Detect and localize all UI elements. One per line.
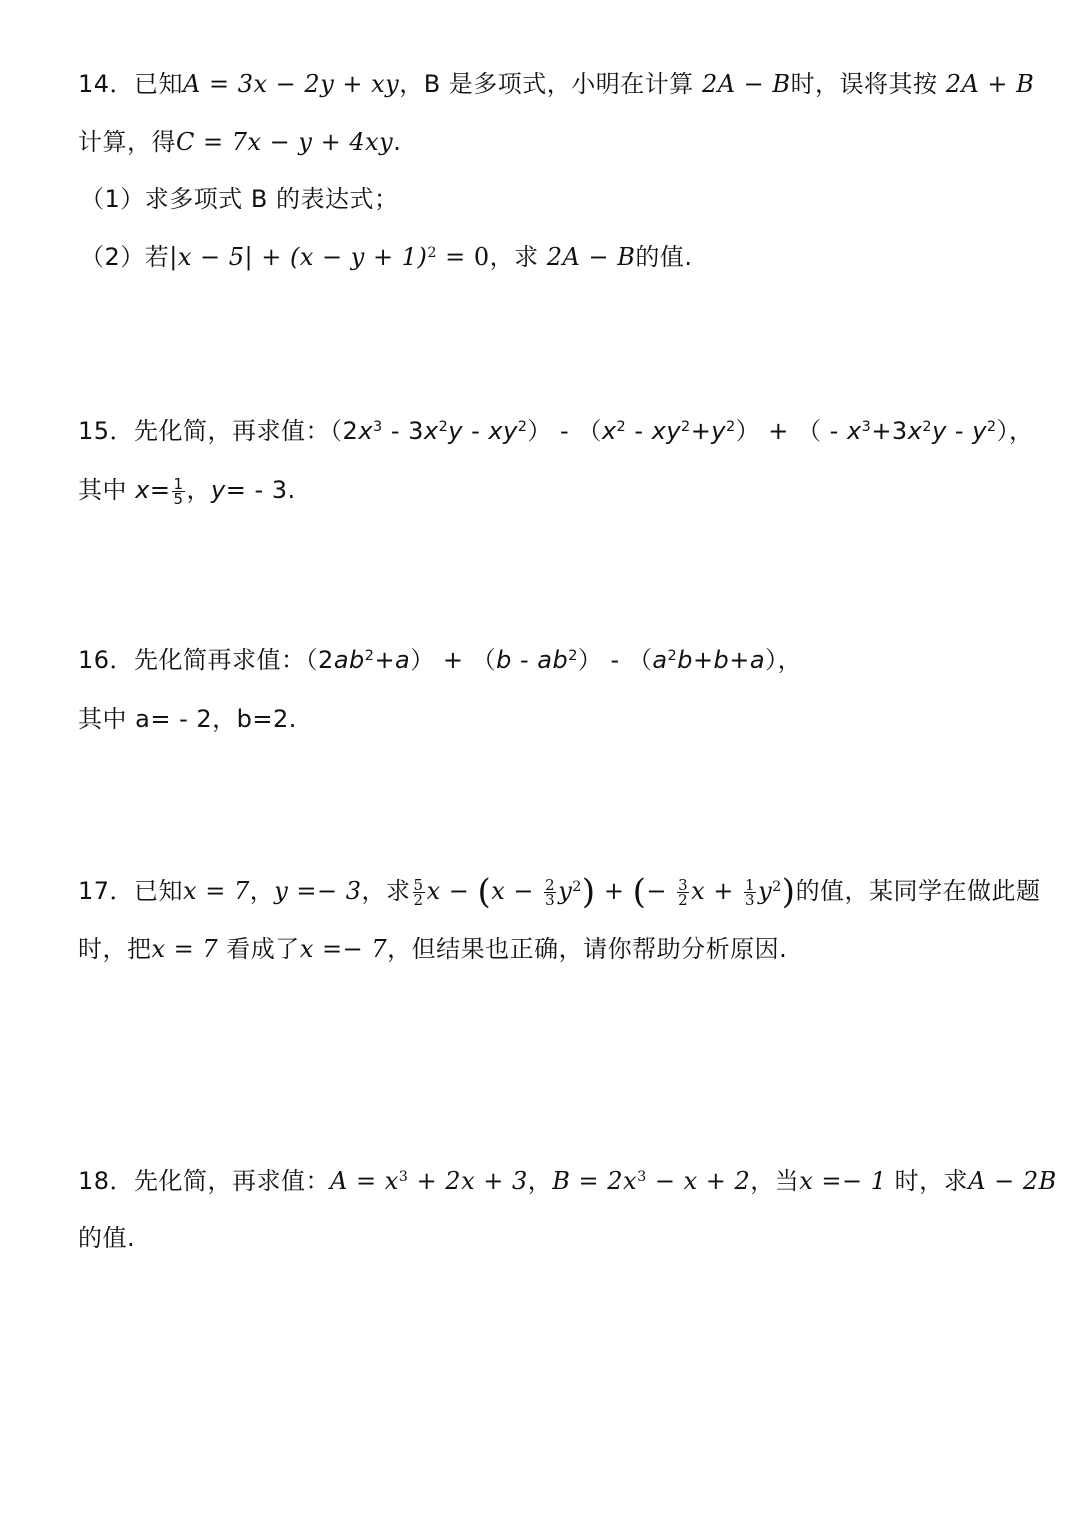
q16-line2-text: 其中 a= - 2，b=2. <box>78 705 297 733</box>
q15-expression: $(2x^3 - 3x^2y - xy^2) - (x^2 - xy^2+y^2)$ + （ - $x^3+3x^2y - y^2$）， <box>330 417 1034 445</box>
q14-line1 <box>78 69 1035 99</box>
q15-line2 <box>78 475 1008 506</box>
q17-text: 时，把 <box>78 935 152 963</box>
q14-part2-text: 的值. <box>635 243 693 271</box>
q17-text: ，但结果也正确，请你帮助分析原因. <box>387 935 788 963</box>
q17-expression: $\frac{5}{2}$ x − (x − $\frac{2}{3}$ $y^2$) + (− $\frac{3}{2}$ x + $\frac{1}{3}$ $y^2$) <box>413 872 796 912</box>
q18-eq-a: $A = x^3 + 2x + 3$ <box>330 1167 528 1195</box>
q18-text: ， <box>527 1167 553 1195</box>
fraction-numerator: 1 <box>173 474 184 493</box>
q15-x-fraction <box>172 474 184 508</box>
q14-part2-expr: 2A − B <box>546 243 636 271</box>
q15-number: 15． <box>78 417 135 445</box>
q15-line2-lead: 其中 <box>78 476 136 504</box>
q14-part2 <box>80 242 1010 272</box>
q14-part2-exp: 2 <box>427 245 437 262</box>
q18-text: ，当 <box>750 1167 800 1195</box>
q17-eq-x3: x =− 7 <box>299 935 388 963</box>
q17-eq-x2: x = 7 <box>151 935 219 963</box>
q16-expression: $(2ab^2+a) + (b - ab^2) - (a^2b+b+a)$， <box>305 646 803 674</box>
q14-expr: 2A − B <box>701 70 791 98</box>
fraction-denominator: 5 <box>173 489 184 508</box>
q17-text: ，求 <box>361 877 411 905</box>
q14-part2-text: （2）若 <box>80 243 170 271</box>
q18-text: 先化简，再求值： <box>134 1167 331 1195</box>
q18-eq-b: $B = 2x^3 - x + 2$ <box>552 1167 751 1195</box>
q14-text: ，B 是多项式，小明在计算 <box>399 70 702 98</box>
q16-number: 16． <box>78 646 135 674</box>
q15-line1 <box>78 416 1034 446</box>
q18-eq-x: x =− 1 <box>799 1167 887 1195</box>
q17-line1 <box>78 872 1041 912</box>
q14-eq-a: A = 3x − 2y + xy <box>183 70 400 98</box>
q16-line1 <box>78 645 1008 675</box>
q14-part2-text: ，求 <box>489 243 547 271</box>
q14-expr: 2A + B <box>945 70 1035 98</box>
q17-number: 17． <box>78 877 135 905</box>
q14-line2 <box>78 127 1008 157</box>
q14-eq-c: C = 7x − y + 4xy <box>176 128 394 156</box>
q18-number: 18． <box>78 1167 135 1195</box>
q17-eq-x: x = 7 <box>183 877 250 905</box>
q17-eq-y: y =− 3 <box>274 877 362 905</box>
q18-line2 <box>78 1223 1008 1253</box>
q17-line2 <box>78 934 1008 964</box>
q17-text: ， <box>249 877 275 905</box>
q17-text: 看成了 <box>218 935 300 963</box>
q14-text: . <box>393 128 402 156</box>
q14-part1 <box>80 184 1010 214</box>
q14-text: 计算，得 <box>78 128 176 156</box>
q18-expr: A − 2B <box>968 1167 1057 1195</box>
q15-lead: 先化简，再求值： <box>134 417 331 445</box>
q17-text: 的值，某同学在做此题 <box>795 877 1041 905</box>
q15-x-eq: = <box>149 476 171 504</box>
q16-lead: 先化简再求值： <box>134 646 306 674</box>
q14-text: 已知 <box>134 70 184 98</box>
q15-y-label: y <box>211 476 226 504</box>
q18-text: 的值. <box>78 1224 136 1252</box>
q15-sep: ， <box>186 476 211 504</box>
q14-part1-text: （1）求多项式 B 的表达式； <box>80 185 399 213</box>
q16-line2 <box>78 704 1008 734</box>
q17-text: 已知 <box>134 877 184 905</box>
q18-line1 <box>78 1166 1057 1196</box>
q18-text: 时，求 <box>886 1167 969 1195</box>
q14-number: 14． <box>78 70 135 98</box>
q15-x-label: x <box>135 476 150 504</box>
q14-part2-eq2: = 0 <box>436 243 490 271</box>
q14-text: 时，误将其按 <box>790 70 946 98</box>
q15-y-eq: = - 3. <box>225 476 296 504</box>
q14-part2-eq: |x − 5| + (x − y + 1) <box>169 243 428 271</box>
